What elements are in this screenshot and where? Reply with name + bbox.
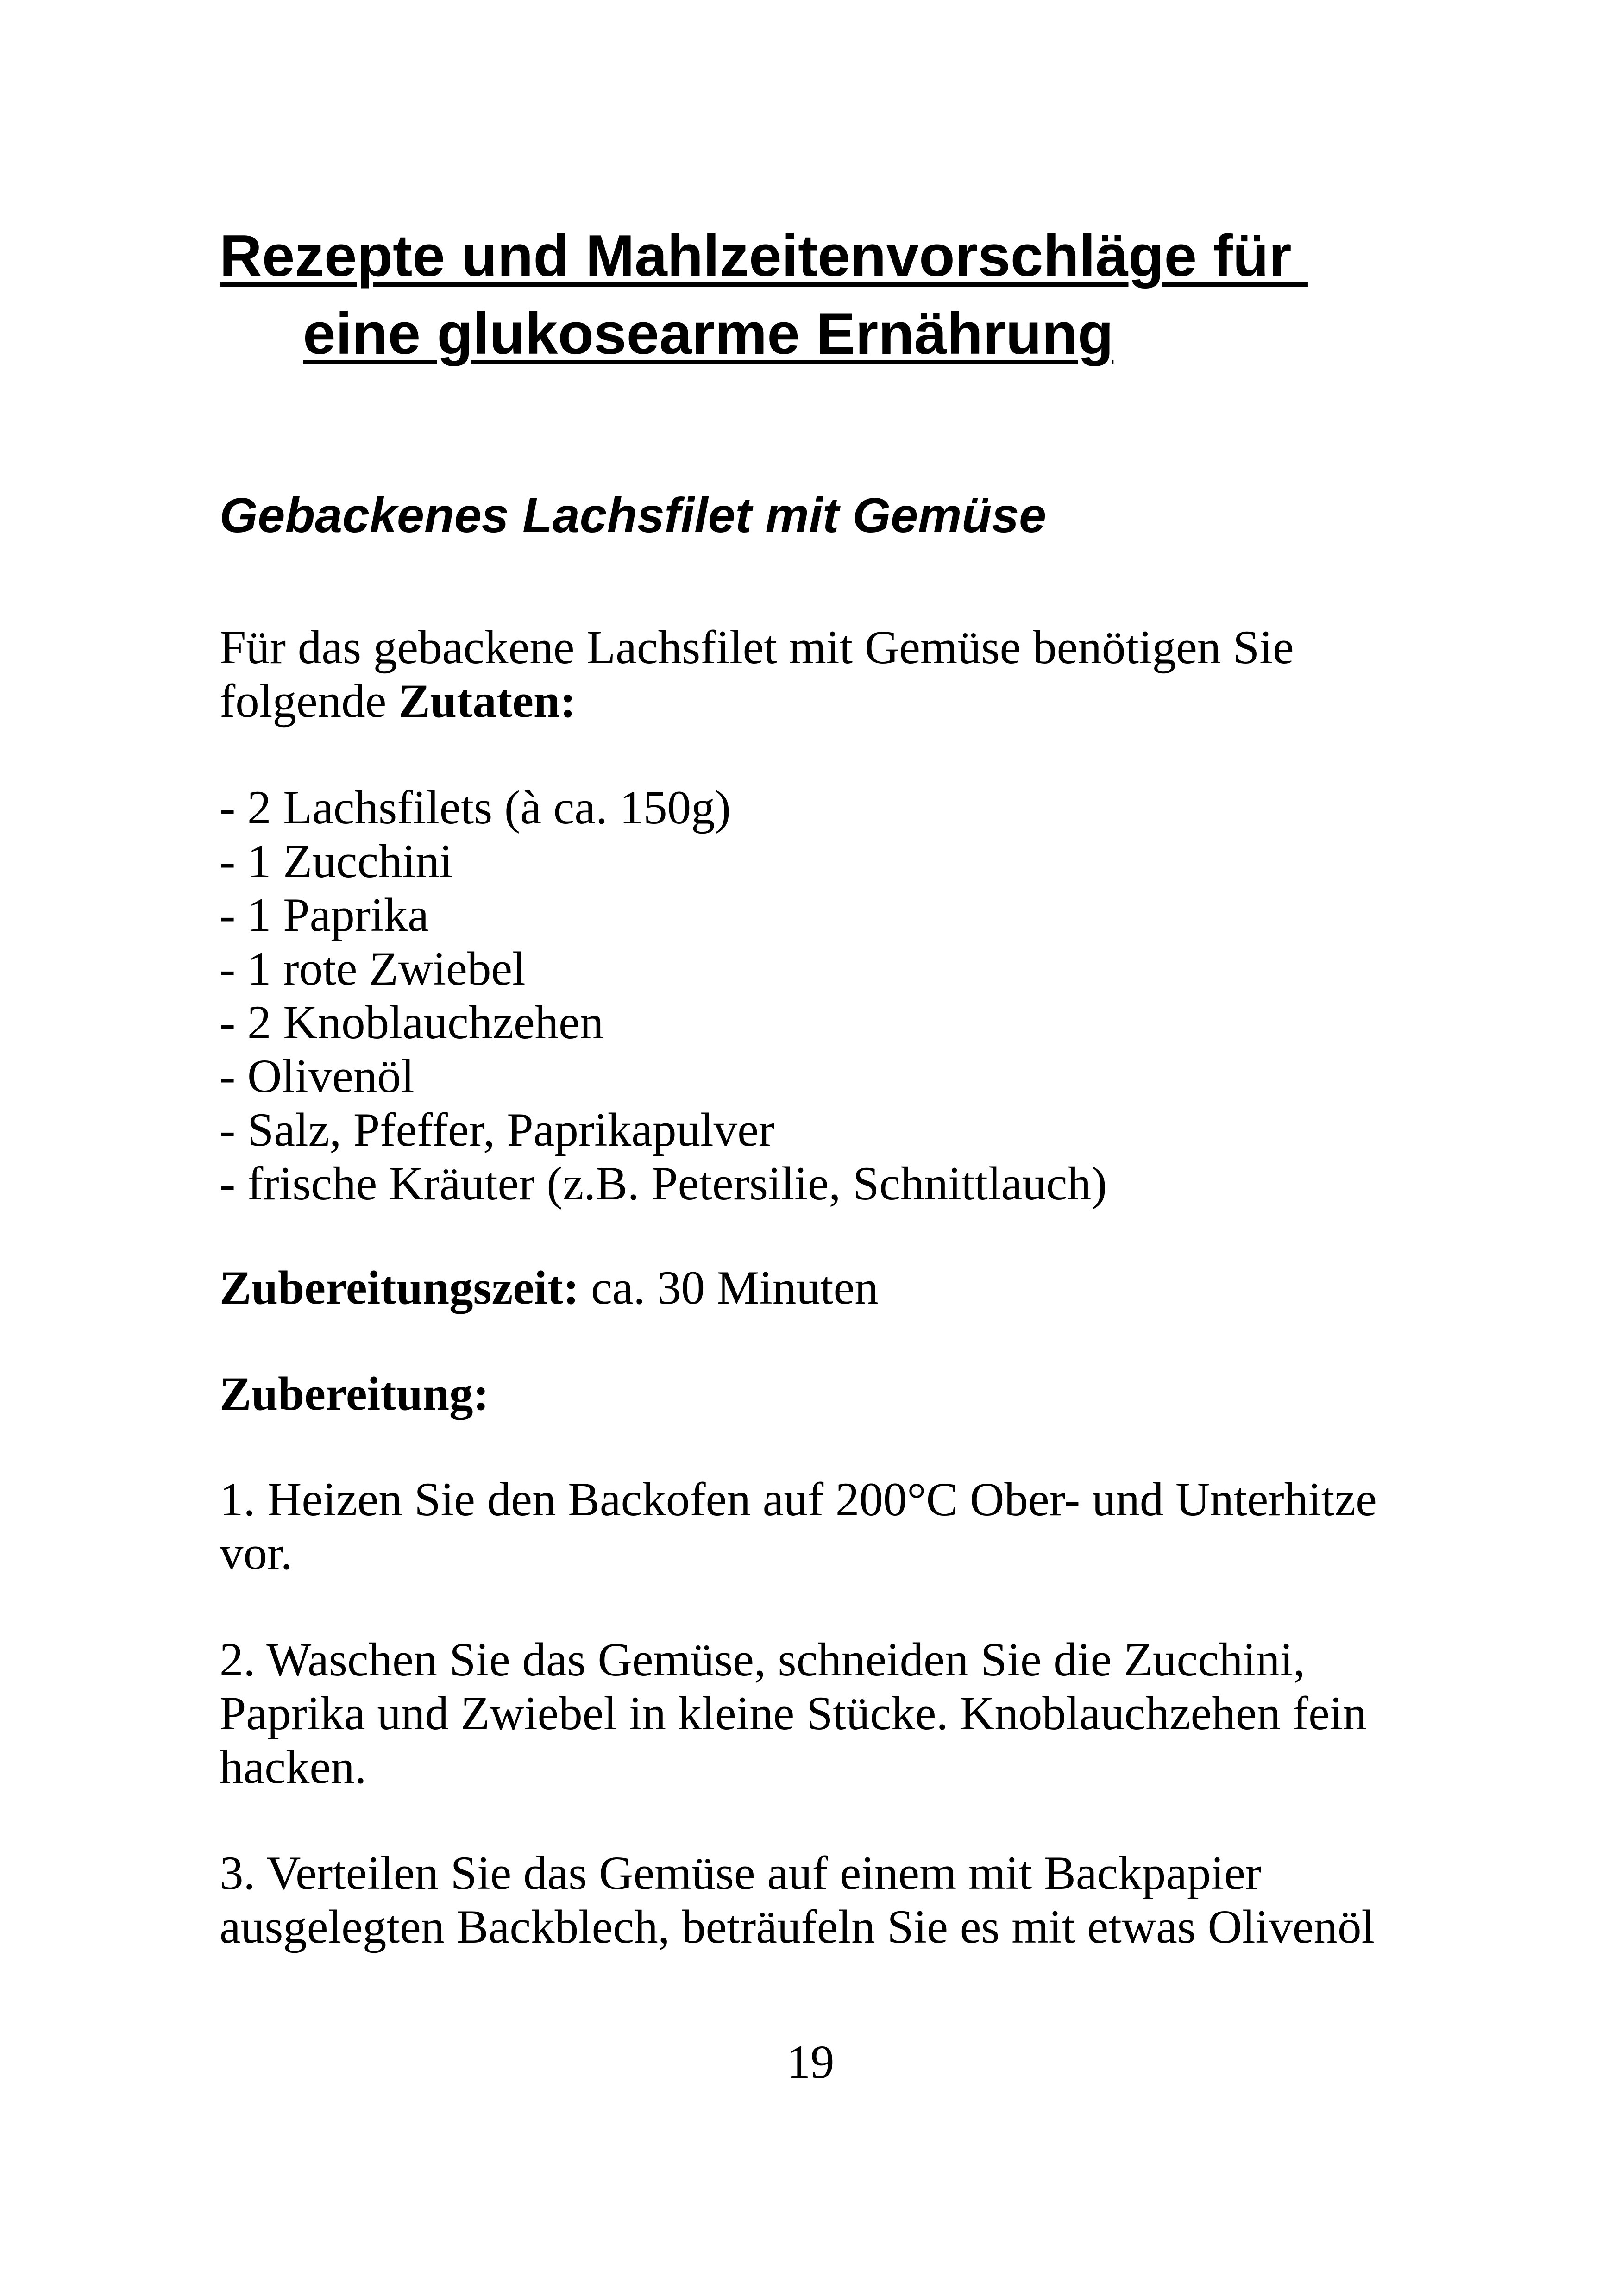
page-number: 19	[786, 2036, 835, 2089]
ingredient-item: - Salz, Pfeffer, Paprikapulver	[220, 1104, 775, 1156]
intro-ingredients-label: Zutaten:	[398, 675, 576, 728]
ingredient-item: - 1 Zucchini	[220, 835, 453, 888]
prep-time	[220, 1261, 1405, 1315]
ingredient-item: - 1 rote Zwiebel	[220, 942, 526, 995]
chapter-title-line-1-text: Rezepte und Mahlzeitenvorschläge für	[220, 223, 1308, 289]
prep-time-value: ca. 30 Minuten	[579, 1261, 879, 1314]
intro-text: Für das gebackene Lachsfilet mit Gemüse benötigen Sie folgende	[220, 621, 1294, 728]
preparation-heading	[220, 1367, 1405, 1421]
preparation-step-3: 3. Verteilen Sie das Gemüse auf einem mit Backpapier ausgelegten Backblech, beträufeln Sie es mit etwas Olivenöl	[220, 1847, 1375, 1953]
chapter-title-line-2-text: eine glukosearme Ernährung	[303, 301, 1114, 366]
ingredient-item: - frische Kräuter (z.B. Petersilie, Schnittlauch)	[220, 1157, 1107, 1210]
preparation-step-1: 1. Heizen Sie den Backofen auf 200°C Ober- und Unterhitze vor.	[220, 1473, 1377, 1580]
preparation-heading-text: Zubereitung:	[220, 1368, 489, 1420]
intro-paragraph	[220, 621, 1405, 728]
chapter-title-line-2	[220, 295, 1424, 372]
chapter-title-line-1	[220, 217, 1424, 295]
ingredient-item: - Olivenöl	[220, 1050, 415, 1103]
ingredient-item: - 2 Knoblauchzehen	[220, 996, 604, 1049]
ingredient-item: - 2 Lachsfilets (à ca. 150g)	[220, 781, 731, 834]
preparation-step-2: 2. Waschen Sie das Gemüse, schneiden Sie die Zucchini, Paprika und Zwiebel in kleine Stücke. Knoblauchzehen fein hacken.	[220, 1633, 1367, 1794]
ingredient-list	[220, 781, 1405, 1211]
ingredient-item: - 1 Paprika	[220, 889, 429, 941]
chapter-title	[220, 217, 1424, 372]
recipe-title: Gebackenes Lachsfilet mit Gemüse	[220, 488, 1047, 543]
prep-time-label: Zubereitungszeit:	[220, 1261, 579, 1314]
